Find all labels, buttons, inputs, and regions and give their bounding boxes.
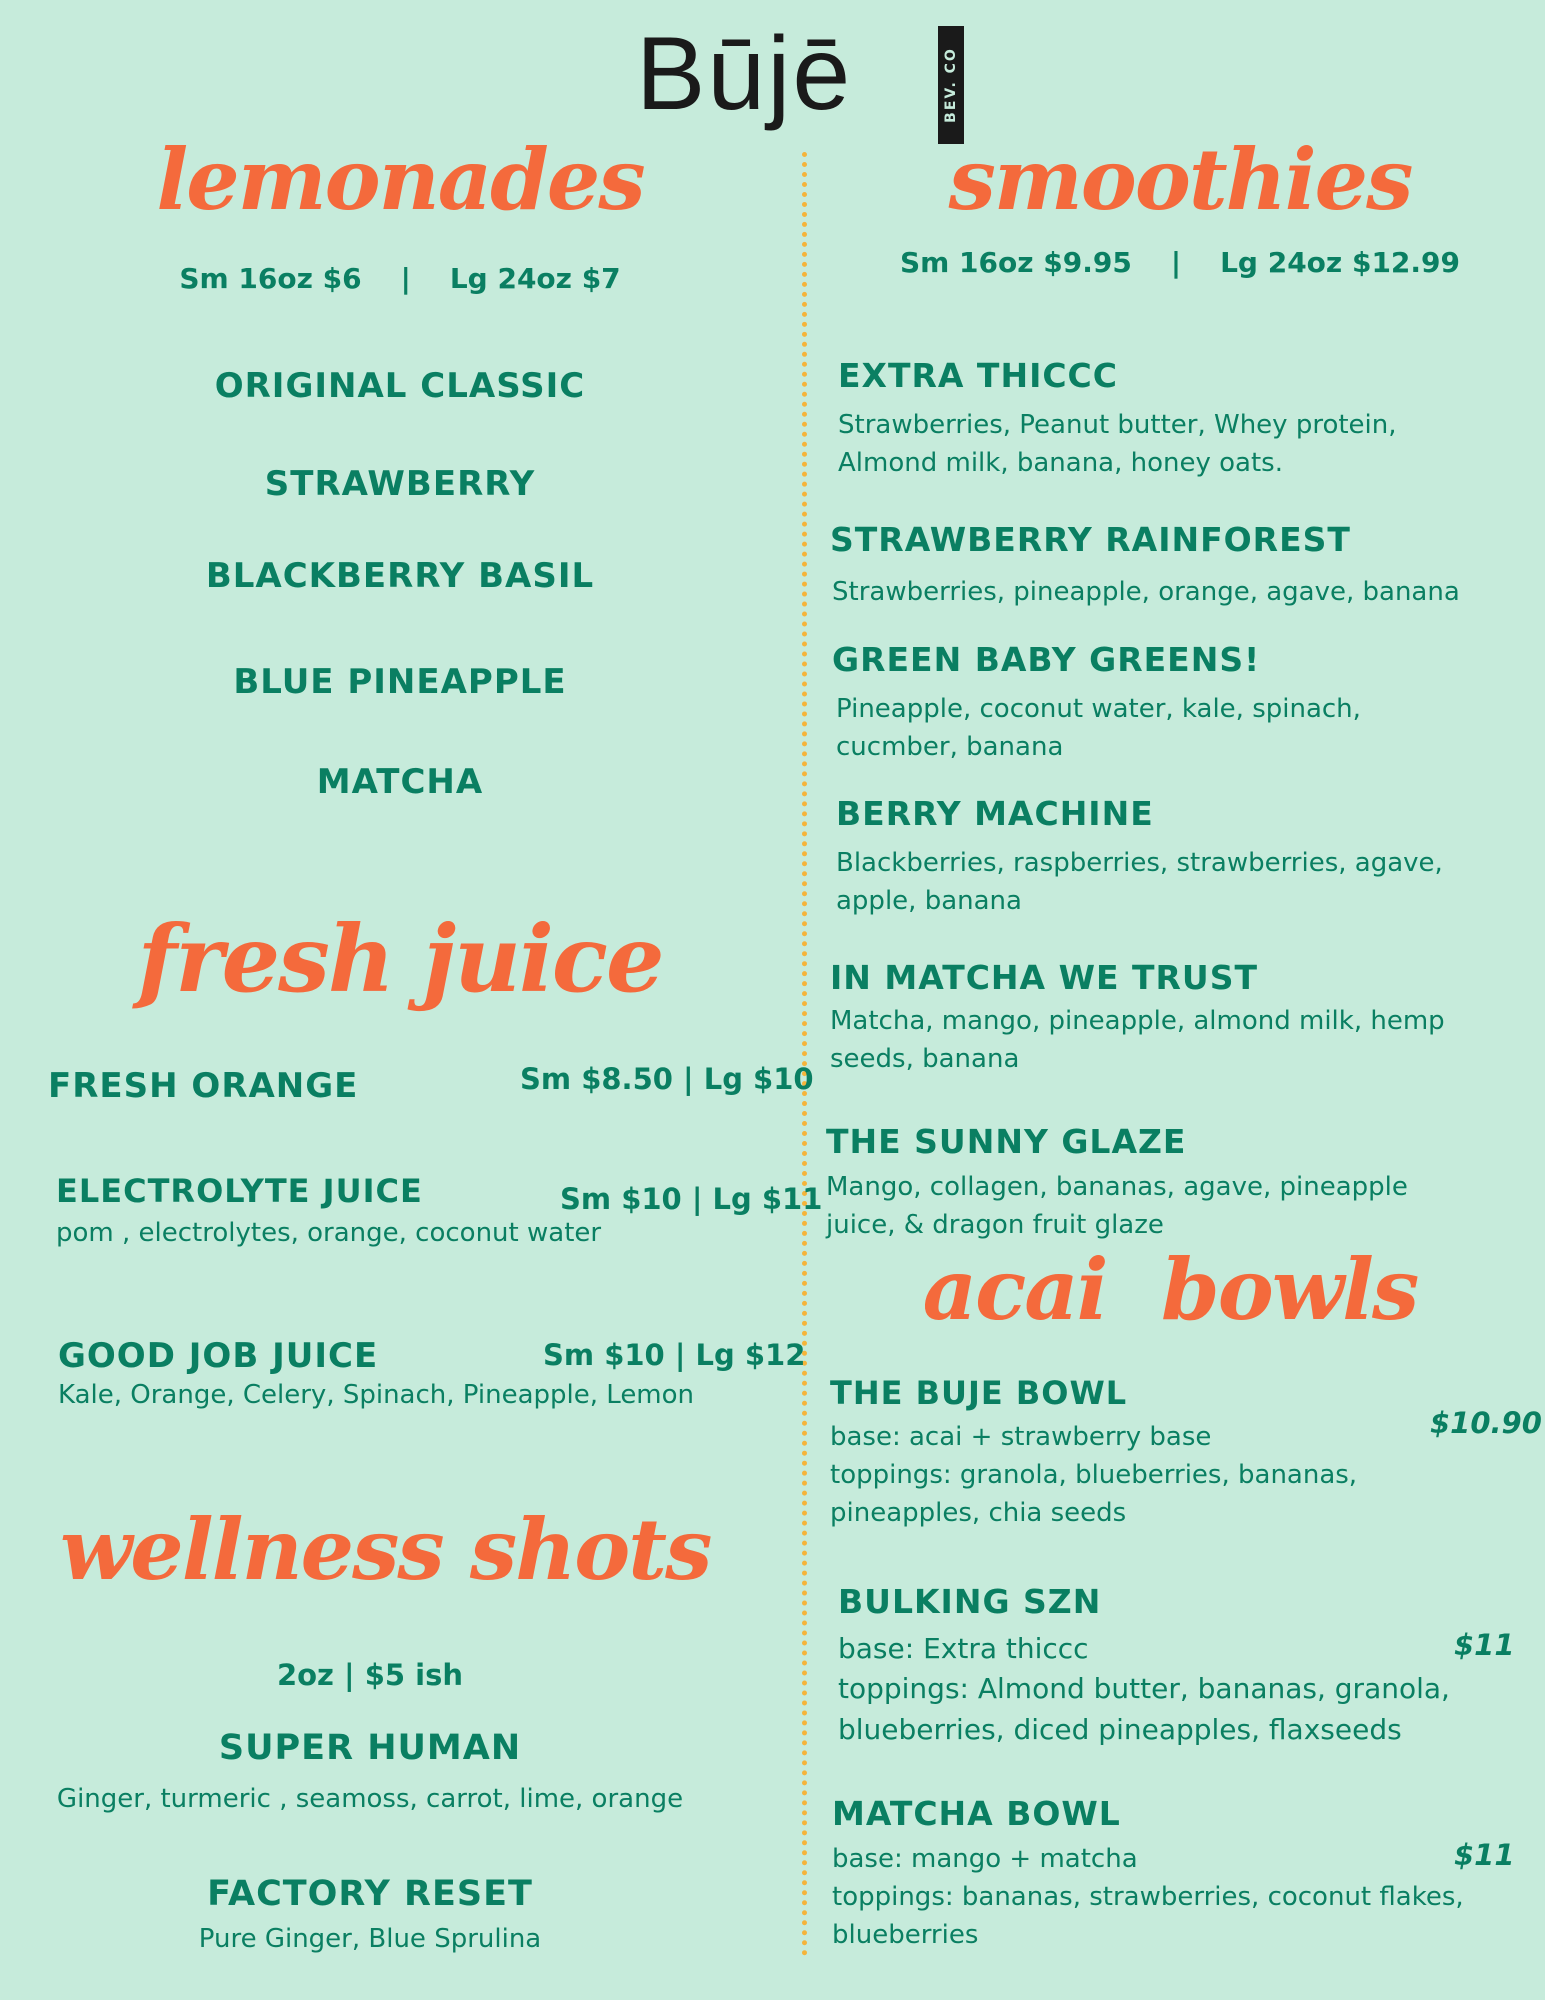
- shot-description: Pure Ginger, Blue Sprulina: [198, 1924, 542, 1954]
- shot-name: SUPER HUMAN: [218, 1728, 522, 1768]
- smoothie-name: EXTRA THICCC: [838, 356, 1118, 395]
- lemonade-item: BLACKBERRY BASIL: [205, 556, 595, 596]
- bowl-name: BULKING SZN: [838, 1582, 1102, 1621]
- juice-price: Sm $10 | Lg $11: [560, 1182, 823, 1216]
- lemonade-item: MATCHA: [316, 762, 484, 802]
- bowl-name: MATCHA BOWL: [832, 1794, 1121, 1833]
- juice-price: Sm $10 | Lg $12: [543, 1338, 806, 1372]
- smoothies-price-line: Sm 16oz $9.95 | Lg 24oz $12.99: [899, 246, 1461, 279]
- bowl-price: $11: [1454, 1838, 1515, 1872]
- column-divider: [802, 152, 807, 1957]
- wellness-price-line: 2oz | $5 ish: [276, 1658, 464, 1692]
- bowl-name: THE BUJE BOWL: [830, 1374, 1128, 1412]
- smoothie-description: Strawberries, pineapple, orange, agave, banana: [832, 577, 1460, 607]
- juice-name: FRESH ORANGE: [48, 1066, 359, 1106]
- lemonades-price-line: Sm 16oz $6 | Lg 24oz $7: [179, 262, 621, 295]
- shot-name: FACTORY RESET: [207, 1874, 533, 1914]
- bowl-base: base: Extra thiccc: [838, 1632, 1089, 1665]
- smoothies-heading: smoothies: [948, 130, 1412, 229]
- acai-bowls-heading: acai bowls: [922, 1240, 1418, 1339]
- smoothie-description: Pineapple, coconut water, kale, spinach, cucmber, banana: [836, 694, 1361, 762]
- smoothie-description: Strawberries, Peanut butter, Whey protein, Almond milk, banana, honey oats.: [838, 410, 1397, 478]
- smoothie-name: IN MATCHA WE TRUST: [830, 958, 1259, 997]
- bowl-toppings: toppings: granola, blueberries, bananas, pineapples, chia seeds: [830, 1460, 1358, 1528]
- juice-description: pom , electrolytes, orange, coconut water: [56, 1218, 602, 1248]
- lemonade-item: STRAWBERRY: [264, 464, 536, 504]
- bowl-toppings: toppings: bananas, strawberries, coconut flakes, blueberries: [832, 1882, 1464, 1950]
- wellness-shots-heading: wellness shots: [60, 1500, 711, 1599]
- juice-name: ELECTROLYTE JUICE: [56, 1172, 423, 1210]
- brand-name: Būjē: [636, 16, 853, 132]
- smoothie-description: Blackberries, raspberries, strawberries, agave, apple, banana: [836, 848, 1443, 916]
- juice-description: Kale, Orange, Celery, Spinach, Pineapple, Lemon: [58, 1380, 695, 1410]
- shot-description: Ginger, turmeric , seamoss, carrot, lime, orange: [56, 1784, 684, 1814]
- lemonade-item: ORIGINAL CLASSIC: [214, 366, 586, 406]
- bowl-price: $10.90: [1430, 1406, 1542, 1440]
- fresh-juice-heading: fresh juice: [137, 905, 663, 1013]
- bowl-base: base: mango + matcha: [832, 1844, 1138, 1874]
- smoothie-name: GREEN BABY GREENS!: [832, 640, 1261, 679]
- smoothie-description: Matcha, mango, pineapple, almond milk, hemp seeds, banana: [830, 1006, 1445, 1074]
- bowl-price: $11: [1454, 1628, 1515, 1662]
- juice-name: GOOD JOB JUICE: [58, 1336, 379, 1376]
- smoothie-name: BERRY MACHINE: [836, 794, 1154, 833]
- bowl-toppings: toppings: Almond butter, bananas, granola, blueberries, diced pineapples, flaxseeds: [838, 1672, 1450, 1746]
- juice-price: Sm $8.50 | Lg $10: [520, 1062, 814, 1096]
- bowl-base: base: acai + strawberry base: [830, 1422, 1212, 1452]
- brand-tag-box: [938, 26, 964, 144]
- brand-tag: BEV. CO: [943, 47, 959, 123]
- lemonade-item: BLUE PINEAPPLE: [233, 662, 567, 702]
- smoothie-name: THE SUNNY GLAZE: [826, 1122, 1187, 1161]
- smoothie-name: STRAWBERRY RAINFOREST: [830, 520, 1351, 559]
- lemonades-heading: lemonades: [156, 130, 644, 229]
- smoothie-description: Mango, collagen, bananas, agave, pineapple juice, & dragon fruit glaze: [826, 1172, 1408, 1240]
